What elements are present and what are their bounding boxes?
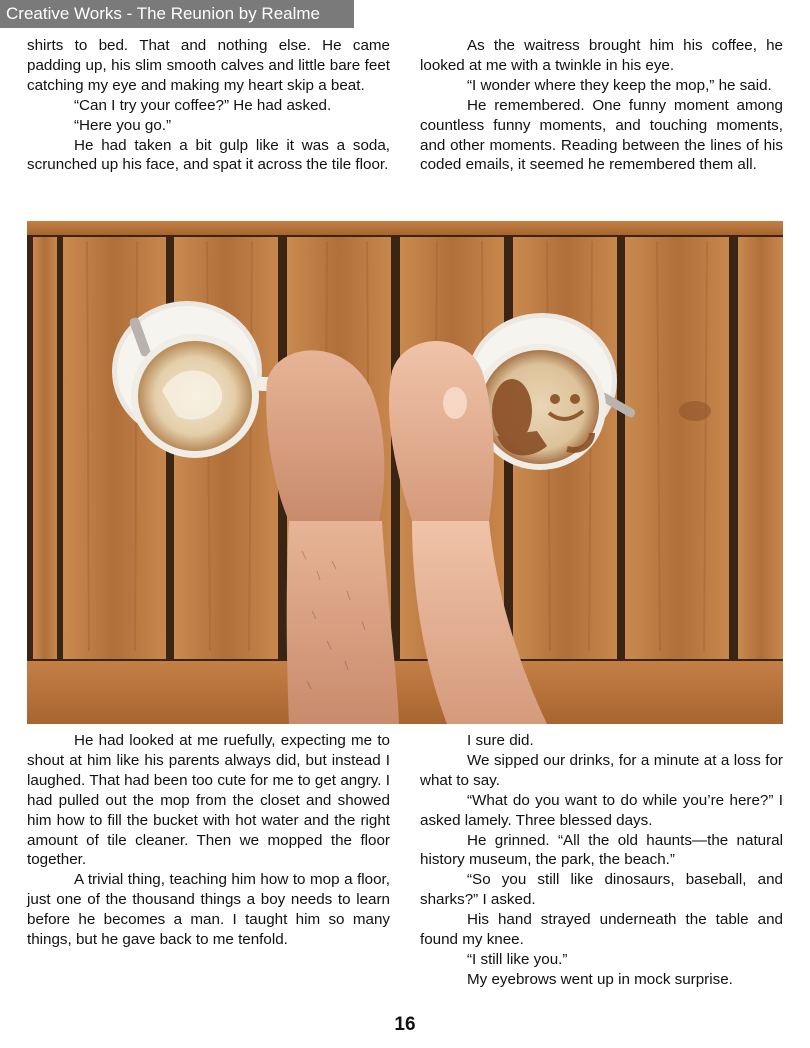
paragraph: He had looked at me ruefully, expecting me to shout at him like his parents always did, but instead I laughed. That had been too cute for me to get angry. I had pulled out the mop from the closet and showed him how to fill the bucket with hot water and the right amount of tile cleaner. Then we mopped the floor together. bbox=[27, 732, 390, 869]
paragraph: “Can I try your coffee?” He had asked. bbox=[74, 96, 332, 114]
paragraph: We sipped our drinks, for a minute at a loss for what to say. bbox=[420, 751, 783, 789]
paragraph: “Here you go.” bbox=[74, 116, 172, 134]
paragraph: shirts to bed. That and nothing else. He came padding up, his slim smooth calves and little bare feet catching my eye and making my heart skip a beat. bbox=[27, 37, 390, 94]
header-title-tab: Creative Works - The Reunion by Realme bbox=[0, 0, 354, 28]
paragraph: I sure did. bbox=[467, 732, 534, 749]
paragraph: He remembered. One funny moment among countless funny moments, and touching moments, and other moments. Reading between the lines of his coded emails, it seemed he remembered them all. bbox=[420, 96, 783, 174]
paragraph: “I still like you.” bbox=[467, 950, 568, 968]
text-column-bottom-right bbox=[420, 731, 783, 990]
coffee-hands-photo bbox=[27, 221, 783, 724]
paragraph: He had taken a bit gulp like it was a soda, scrunched up his face, and spat it across the tile floor. bbox=[27, 136, 390, 174]
paragraph: My eyebrows went up in mock surprise. bbox=[467, 970, 733, 988]
paragraph: “I wonder where they keep the mop,” he said. bbox=[467, 76, 772, 94]
text-column-top-left bbox=[27, 36, 390, 175]
text-column-top-right bbox=[420, 36, 783, 175]
paragraph: As the waitress brought him his coffee, he looked at me with a twinkle in his eye. bbox=[420, 37, 783, 74]
paragraph: He grinned. “All the old haunts—the natural history museum, the park, the beach.” bbox=[420, 831, 783, 869]
paragraph: His hand strayed underneath the table and found my knee. bbox=[420, 911, 783, 949]
text-column-bottom-left bbox=[27, 731, 390, 950]
paragraph: A trivial thing, teaching him how to mop a floor, just one of the thousand things a boy needs to learn before he becomes a man. I taught him so many things, but he gave back to me tenfold. bbox=[27, 871, 390, 949]
paragraph: “So you still like dinosaurs, baseball, and sharks?” I asked. bbox=[420, 871, 783, 909]
paragraph: “What do you want to do while you’re here?” I asked lamely. Three blessed days. bbox=[420, 791, 783, 829]
page-number: 16 bbox=[394, 1014, 416, 1035]
